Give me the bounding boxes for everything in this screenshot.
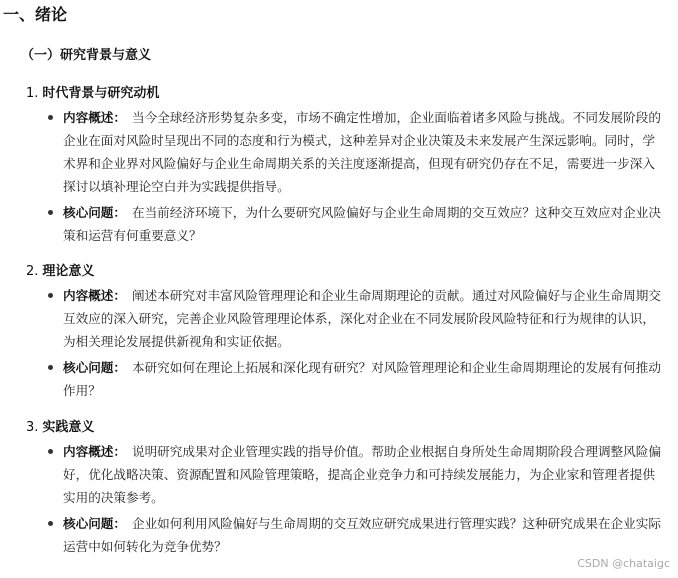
list-item-content-overview [63,284,663,353]
bullet-icon [48,210,53,215]
item-text: 在当前经济环境下，为什么要研究风险偏好与企业生命周期的交互效应？这种交互效应对企业决策和运营有何重要意义？ [63,205,661,243]
item-text: 说明研究成果对企业管理实践的指导价值。帮助企业根据自身所处生命周期阶段合理调整风险偏好，优化战略决策、资源配置和风险管理策略，提高企业竞争力和可持续发展能力，为企业家和管理者提供实用的决策参考。 [63,444,661,505]
heading-introduction: 一、绪论 [3,5,68,24]
item-separator: ： [113,516,126,531]
section-title [26,84,159,104]
list-item-content-overview [63,106,663,198]
item-separator: ： [113,110,126,125]
list-item-content-overview [63,440,663,509]
item-label: 核心问题 [63,360,114,375]
item-text: 阐述本研究对丰富风险管理理论和企业生命周期理论的贡献。通过对风险偏好与企业生命周期交互效应的深入研究，完善企业风险管理理论体系，深化对企业在不同发展阶段风险特征和行为规律的认识，为相关理论发展提供新视角和实证依据。 [63,288,661,349]
bullet-icon [48,365,53,370]
watermark: CSDN @chataigc [577,557,670,570]
item-separator: ： [113,360,126,375]
list-item-core-question [63,356,663,402]
bullet-icon [48,449,53,454]
item-text: 企业如何利用风险偏好与生命周期的交互效应研究成果进行管理实践？这种研究成果在企业实际运营中如何转化为竞争优势？ [63,516,661,554]
item-label: 核心问题 [63,516,114,531]
bullet-icon [48,115,53,120]
list-item-core-question [63,512,663,558]
section-number: 3. [26,420,39,435]
item-label: 内容概述 [63,110,114,125]
section-title [26,418,94,438]
section-number: 1. [26,86,39,101]
item-text: 当今全球经济形势复杂多变，市场不确定性增加，企业面临着诸多风险与挑战。不同发展阶段的企业在面对风险时呈现出不同的态度和行为模式，这种差异对企业决策及未来发展产生深远影响。同时，学术界和企业界对风险偏好与企业生命周期关系的关注度逐渐提高，但现有研究仍存在不足，需要进一步深入探讨以填补理论空白并为实践提供指导。 [63,110,661,194]
item-label: 内容概述 [63,288,114,303]
section-title-text: 时代背景与研究动机 [42,86,160,101]
section-number: 2. [26,264,39,279]
heading-research-background: （一）研究背景与意义 [21,48,152,63]
section-title [26,262,94,282]
item-separator: ： [113,205,126,220]
section-title-text: 实践意义 [42,420,95,435]
section-title-text: 理论意义 [42,264,95,279]
item-label: 核心问题 [63,205,114,220]
item-text: 本研究如何在理论上拓展和深化现有研究？对风险管理理论和企业生命周期理论的发展有何推动作用？ [63,360,661,398]
bullet-icon [48,293,53,298]
item-separator: ： [113,444,126,459]
item-separator: ： [113,288,126,303]
bullet-icon [48,521,53,526]
list-item-core-question [63,201,663,247]
item-label: 内容概述 [63,444,114,459]
